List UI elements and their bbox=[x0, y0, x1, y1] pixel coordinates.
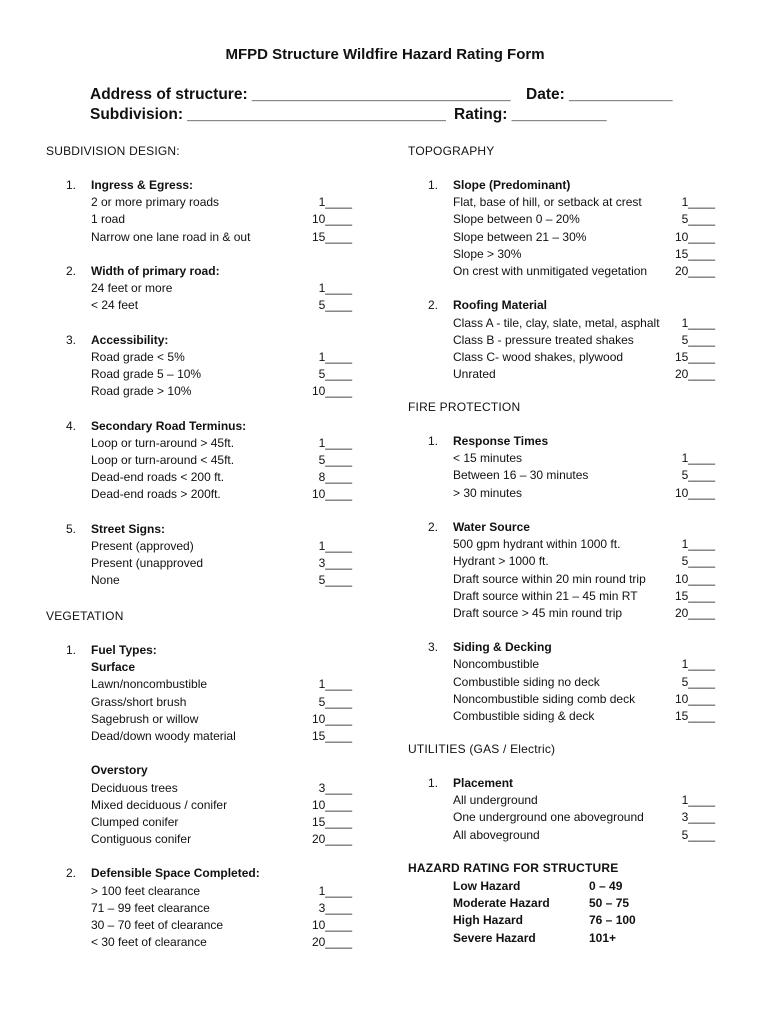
category-number: 1. bbox=[427, 434, 438, 448]
points-blank[interactable]: 10____ bbox=[311, 711, 352, 726]
category-title: Roofing Material bbox=[453, 298, 548, 313]
rating-option-row bbox=[46, 281, 352, 298]
rating-option-row bbox=[46, 729, 352, 746]
rating-option-row bbox=[408, 468, 715, 485]
rating-option-row bbox=[46, 298, 352, 315]
rating-option-row bbox=[46, 815, 352, 832]
option-label: 1 road bbox=[91, 212, 126, 227]
category-title: Fuel Types: bbox=[91, 643, 157, 657]
rating-option-row bbox=[46, 695, 352, 712]
points-blank[interactable]: 1____ bbox=[318, 281, 352, 296]
category-number: 2. bbox=[65, 866, 76, 881]
points-blank[interactable]: 5____ bbox=[318, 573, 352, 588]
option-label: Between 16 – 30 minutes bbox=[453, 468, 589, 483]
rating-option-row bbox=[46, 677, 352, 694]
category-title: Water Source bbox=[453, 519, 530, 534]
hazard-level-range: 50 – 75 bbox=[589, 896, 630, 911]
points-blank[interactable]: 15____ bbox=[311, 814, 352, 829]
rating-option-row bbox=[408, 692, 715, 709]
hazard-level-label: High Hazard bbox=[453, 913, 524, 928]
option-label: 500 gpm hydrant within 1000 ft. bbox=[453, 537, 621, 552]
hazard-level-row bbox=[408, 931, 715, 948]
spacer bbox=[408, 503, 715, 520]
points-blank[interactable]: 1____ bbox=[318, 349, 352, 364]
option-label: One underground one aboveground bbox=[453, 810, 644, 825]
category-number: 1. bbox=[65, 178, 76, 192]
category-heading bbox=[46, 643, 352, 660]
rating-option-row bbox=[46, 884, 352, 901]
points-blank[interactable]: 1____ bbox=[681, 195, 715, 210]
category-number: 4. bbox=[65, 418, 76, 433]
points-blank[interactable]: 20____ bbox=[311, 935, 352, 950]
section-subdivision-design: SUBDIVISION DESIGN: bbox=[46, 144, 180, 158]
points-blank[interactable]: 8____ bbox=[318, 470, 352, 485]
address-field[interactable]: Address of structure: ______________________________ bbox=[90, 86, 511, 103]
spacer bbox=[408, 281, 715, 298]
rating-option-row bbox=[408, 486, 715, 503]
points-blank[interactable]: 5____ bbox=[681, 674, 715, 689]
points-blank[interactable]: 15____ bbox=[674, 709, 715, 723]
points-blank[interactable]: 10____ bbox=[311, 384, 352, 399]
option-label: Flat, base of hill, or setback at crest bbox=[453, 195, 642, 210]
option-label: Contiguous conifer bbox=[91, 832, 192, 847]
rating-option-row bbox=[46, 781, 352, 798]
rating-option-row bbox=[46, 832, 352, 849]
points-blank[interactable]: 10____ bbox=[311, 918, 352, 932]
rating-option-row bbox=[46, 212, 352, 229]
points-blank[interactable]: 3____ bbox=[318, 900, 352, 915]
rating-option-row bbox=[46, 901, 352, 918]
option-label: All underground bbox=[453, 793, 538, 808]
rating-option-row bbox=[408, 828, 715, 845]
option-label: Slope between 21 – 30% bbox=[453, 229, 587, 244]
category-title: Siding & Decking bbox=[453, 640, 552, 655]
option-label: Lawn/noncombustible bbox=[91, 677, 208, 692]
rating-option-row bbox=[408, 709, 715, 726]
points-blank[interactable]: 15____ bbox=[674, 246, 715, 261]
category-title: Street Signs: bbox=[91, 521, 166, 536]
points-blank[interactable]: 5____ bbox=[318, 453, 352, 467]
rating-field[interactable]: Rating: ___________ bbox=[454, 106, 607, 123]
hazard-level-range: 101+ bbox=[589, 930, 617, 945]
option-label: Combustible siding & deck bbox=[453, 709, 595, 723]
category-heading bbox=[46, 866, 352, 883]
surface-title: Surface bbox=[91, 660, 136, 675]
option-label: Class B - pressure treated shakes bbox=[453, 332, 634, 347]
section-vegetation: VEGETATION bbox=[46, 609, 124, 623]
category-number: 3. bbox=[65, 332, 76, 347]
points-blank[interactable]: 15____ bbox=[311, 728, 352, 743]
rating-option-row bbox=[408, 451, 715, 468]
section-fire-protection: FIRE PROTECTION bbox=[408, 400, 521, 414]
rating-option-row bbox=[46, 487, 352, 504]
category-heading bbox=[408, 640, 715, 657]
rating-option-row bbox=[46, 935, 352, 952]
option-label: Combustible siding no deck bbox=[453, 674, 600, 689]
category-title: Slope (Predominant) bbox=[453, 178, 571, 192]
option-label: 71 – 99 feet clearance bbox=[91, 900, 210, 915]
points-blank[interactable]: 5____ bbox=[318, 298, 352, 313]
section-topography: TOPOGRAPHY bbox=[408, 144, 495, 158]
option-label: Draft source > 45 min round trip bbox=[453, 605, 623, 620]
points-blank[interactable]: 1____ bbox=[318, 538, 352, 553]
spacer bbox=[46, 505, 352, 522]
points-blank[interactable]: 1____ bbox=[681, 793, 715, 808]
points-blank[interactable]: 5____ bbox=[681, 332, 715, 347]
hazard-level-label: Low Hazard bbox=[453, 879, 521, 893]
points-blank[interactable]: 15____ bbox=[674, 588, 715, 603]
rating-option-row bbox=[408, 537, 715, 554]
section-hazard-rating: HAZARD RATING FOR STRUCTURE bbox=[408, 861, 619, 875]
points-blank[interactable]: 15____ bbox=[311, 229, 352, 244]
category-title: Placement bbox=[453, 776, 514, 790]
rating-option-row bbox=[46, 230, 352, 247]
hazard-level-row bbox=[408, 913, 715, 930]
option-label: Loop or turn-around < 45ft. bbox=[91, 453, 235, 467]
option-label: On crest with unmitigated vegetation bbox=[453, 263, 648, 278]
rating-option-row bbox=[46, 712, 352, 729]
points-blank[interactable]: 5____ bbox=[681, 468, 715, 483]
points-blank[interactable]: 1____ bbox=[681, 315, 715, 330]
points-blank[interactable]: 1____ bbox=[681, 657, 715, 672]
option-label: Present (approved) bbox=[91, 538, 194, 553]
option-label: Slope > 30% bbox=[453, 246, 522, 261]
rating-option-row bbox=[408, 793, 715, 810]
option-label: Noncombustible siding comb deck bbox=[453, 691, 636, 706]
category-heading bbox=[408, 178, 715, 195]
option-label: Dead-end roads < 200 ft. bbox=[91, 470, 225, 485]
option-label: < 24 feet bbox=[91, 298, 139, 313]
points-blank[interactable]: 1____ bbox=[318, 883, 352, 898]
category-heading bbox=[408, 298, 715, 315]
category-heading bbox=[408, 434, 715, 451]
category-number: 2. bbox=[427, 519, 438, 534]
category-title: Secondary Road Terminus: bbox=[91, 418, 247, 433]
points-blank[interactable]: 10____ bbox=[311, 212, 352, 227]
rating-option-row bbox=[46, 195, 352, 212]
points-blank[interactable]: 10____ bbox=[311, 487, 352, 502]
rating-option-row bbox=[408, 247, 715, 264]
option-label: None bbox=[91, 573, 120, 588]
spacer bbox=[46, 849, 352, 866]
rating-option-row bbox=[46, 384, 352, 401]
points-blank[interactable]: 5____ bbox=[318, 367, 352, 382]
points-blank[interactable]: 20____ bbox=[674, 263, 715, 278]
rating-option-row bbox=[408, 367, 715, 384]
vegetation-list bbox=[46, 643, 352, 952]
points-blank[interactable]: 5____ bbox=[681, 212, 715, 227]
category-heading bbox=[46, 419, 352, 436]
points-blank[interactable]: 10____ bbox=[311, 797, 352, 812]
category-title: Defensible Space Completed: bbox=[91, 866, 260, 881]
category-number: 2. bbox=[65, 263, 76, 278]
option-label: Draft source within 20 min round trip bbox=[453, 571, 646, 586]
points-blank[interactable]: 3____ bbox=[681, 810, 715, 825]
rating-option-row bbox=[408, 554, 715, 571]
rating-option-row bbox=[408, 212, 715, 229]
spacer bbox=[46, 316, 352, 333]
rating-option-row bbox=[408, 195, 715, 212]
rating-option-row bbox=[46, 470, 352, 487]
category-heading bbox=[408, 520, 715, 537]
points-blank[interactable]: 10____ bbox=[674, 571, 715, 586]
points-blank[interactable]: 1____ bbox=[318, 677, 352, 692]
points-blank[interactable]: 1____ bbox=[681, 537, 715, 552]
hazard-level-row bbox=[408, 879, 715, 896]
date-field[interactable]: Date: ____________ bbox=[526, 86, 673, 103]
category-heading bbox=[46, 333, 352, 350]
rating-option-row bbox=[408, 589, 715, 606]
points-blank[interactable]: 5____ bbox=[318, 694, 352, 709]
rating-option-row bbox=[408, 230, 715, 247]
fire-protection-list bbox=[408, 434, 715, 726]
option-label: Loop or turn-around > 45ft. bbox=[91, 435, 235, 450]
rating-option-row bbox=[46, 573, 352, 590]
option-label: Class C- wood shakes, plywood bbox=[453, 349, 624, 364]
category-number: 5. bbox=[65, 521, 76, 536]
rating-option-row bbox=[408, 657, 715, 674]
option-label: Dead/down woody material bbox=[91, 728, 236, 743]
option-label: Hydrant > 1000 ft. bbox=[453, 554, 549, 569]
rating-option-row bbox=[408, 316, 715, 333]
category-number: 3. bbox=[427, 640, 438, 655]
hazard-level-label: Severe Hazard bbox=[453, 930, 536, 945]
option-label: 24 feet or more bbox=[91, 281, 173, 296]
option-label: < 30 feet of clearance bbox=[91, 935, 207, 950]
option-label: Road grade 5 – 10% bbox=[91, 367, 202, 382]
topography-list bbox=[408, 178, 715, 384]
points-blank[interactable]: 10____ bbox=[674, 485, 715, 500]
option-label: Noncombustible bbox=[453, 657, 540, 672]
rating-option-row bbox=[46, 350, 352, 367]
points-blank[interactable]: 1____ bbox=[318, 195, 352, 210]
option-label: Narrow one lane road in & out bbox=[91, 229, 251, 244]
points-blank[interactable]: 5____ bbox=[681, 554, 715, 569]
category-number: 1. bbox=[65, 643, 76, 657]
rating-option-row bbox=[408, 333, 715, 350]
option-label: 30 – 70 feet of clearance bbox=[91, 918, 224, 932]
spacer bbox=[46, 247, 352, 264]
rating-option-row bbox=[408, 350, 715, 367]
rating-option-row bbox=[408, 810, 715, 827]
category-heading bbox=[46, 522, 352, 539]
hazard-level-range: 0 – 49 bbox=[589, 879, 623, 893]
option-label: Clumped conifer bbox=[91, 814, 179, 829]
option-label: Deciduous trees bbox=[91, 780, 178, 795]
option-label: Dead-end roads > 200ft. bbox=[91, 487, 221, 502]
points-blank[interactable]: 3____ bbox=[318, 780, 352, 795]
overstory-title: Overstory bbox=[91, 763, 148, 778]
rating-option-row bbox=[46, 798, 352, 815]
option-label: All aboveground bbox=[453, 827, 540, 842]
category-number: 2. bbox=[427, 298, 438, 313]
option-label: > 100 feet clearance bbox=[91, 883, 201, 898]
utilities-list bbox=[408, 776, 715, 845]
hazard-level-label: Moderate Hazard bbox=[453, 896, 550, 911]
section-utilities: UTILITIES (GAS / Electric) bbox=[408, 742, 556, 756]
option-label: Draft source within 21 – 45 min RT bbox=[453, 588, 638, 603]
option-label: 2 or more primary roads bbox=[91, 195, 220, 210]
option-label: Unrated bbox=[453, 367, 496, 382]
points-blank[interactable]: 1____ bbox=[681, 451, 715, 466]
spacer bbox=[408, 623, 715, 640]
surface-subheading bbox=[46, 660, 352, 677]
option-label: Mixed deciduous / conifer bbox=[91, 797, 228, 812]
rating-option-row bbox=[46, 539, 352, 556]
category-title: Ingress & Egress: bbox=[91, 178, 194, 192]
points-blank[interactable]: 20____ bbox=[674, 367, 715, 382]
points-blank[interactable]: 20____ bbox=[311, 832, 352, 847]
category-heading bbox=[46, 264, 352, 281]
category-heading bbox=[46, 178, 352, 195]
option-label: Class A - tile, clay, slate, metal, asphalt bbox=[453, 315, 660, 330]
subdivision-field[interactable]: Subdivision: ______________________________ bbox=[90, 106, 446, 123]
category-title: Accessibility: bbox=[91, 332, 169, 347]
rating-option-row bbox=[46, 453, 352, 470]
rating-option-row bbox=[408, 606, 715, 623]
points-blank[interactable]: 10____ bbox=[674, 229, 715, 244]
spacer bbox=[46, 401, 352, 418]
category-number: 1. bbox=[427, 178, 438, 192]
overstory-subheading bbox=[46, 763, 352, 780]
spacer bbox=[46, 746, 352, 763]
points-blank[interactable]: 3____ bbox=[318, 556, 352, 571]
points-blank[interactable]: 1____ bbox=[318, 435, 352, 450]
rating-option-row bbox=[46, 367, 352, 384]
option-label: Road grade > 10% bbox=[91, 384, 192, 399]
form-title: MFPD Structure Wildfire Hazard Rating Form bbox=[225, 46, 545, 63]
points-blank[interactable]: 5____ bbox=[681, 827, 715, 842]
rating-option-row bbox=[408, 572, 715, 589]
points-blank[interactable]: 15____ bbox=[674, 349, 715, 364]
hazard-level-range: 76 – 100 bbox=[589, 913, 636, 928]
option-label: Sagebrush or willow bbox=[91, 711, 199, 726]
option-label: Grass/short brush bbox=[91, 694, 187, 709]
category-heading bbox=[408, 776, 715, 793]
rating-option-row bbox=[408, 675, 715, 692]
category-title: Width of primary road: bbox=[91, 263, 220, 278]
hazard-rating-list bbox=[408, 879, 715, 948]
points-blank[interactable]: 10____ bbox=[674, 691, 715, 706]
subdivision-design-list bbox=[46, 178, 352, 591]
option-label: < 15 minutes bbox=[453, 451, 523, 466]
option-label: Slope between 0 – 20% bbox=[453, 212, 580, 227]
hazard-level-row bbox=[408, 896, 715, 913]
option-label: > 30 minutes bbox=[453, 485, 523, 500]
category-title: Response Times bbox=[453, 434, 549, 448]
rating-option-row bbox=[46, 436, 352, 453]
option-label: Present (unapproved bbox=[91, 556, 204, 571]
option-label: Road grade < 5% bbox=[91, 349, 185, 364]
rating-option-row bbox=[46, 918, 352, 935]
points-blank[interactable]: 20____ bbox=[674, 605, 715, 620]
category-number: 1. bbox=[427, 776, 438, 790]
rating-option-row bbox=[408, 264, 715, 281]
rating-option-row bbox=[46, 556, 352, 573]
